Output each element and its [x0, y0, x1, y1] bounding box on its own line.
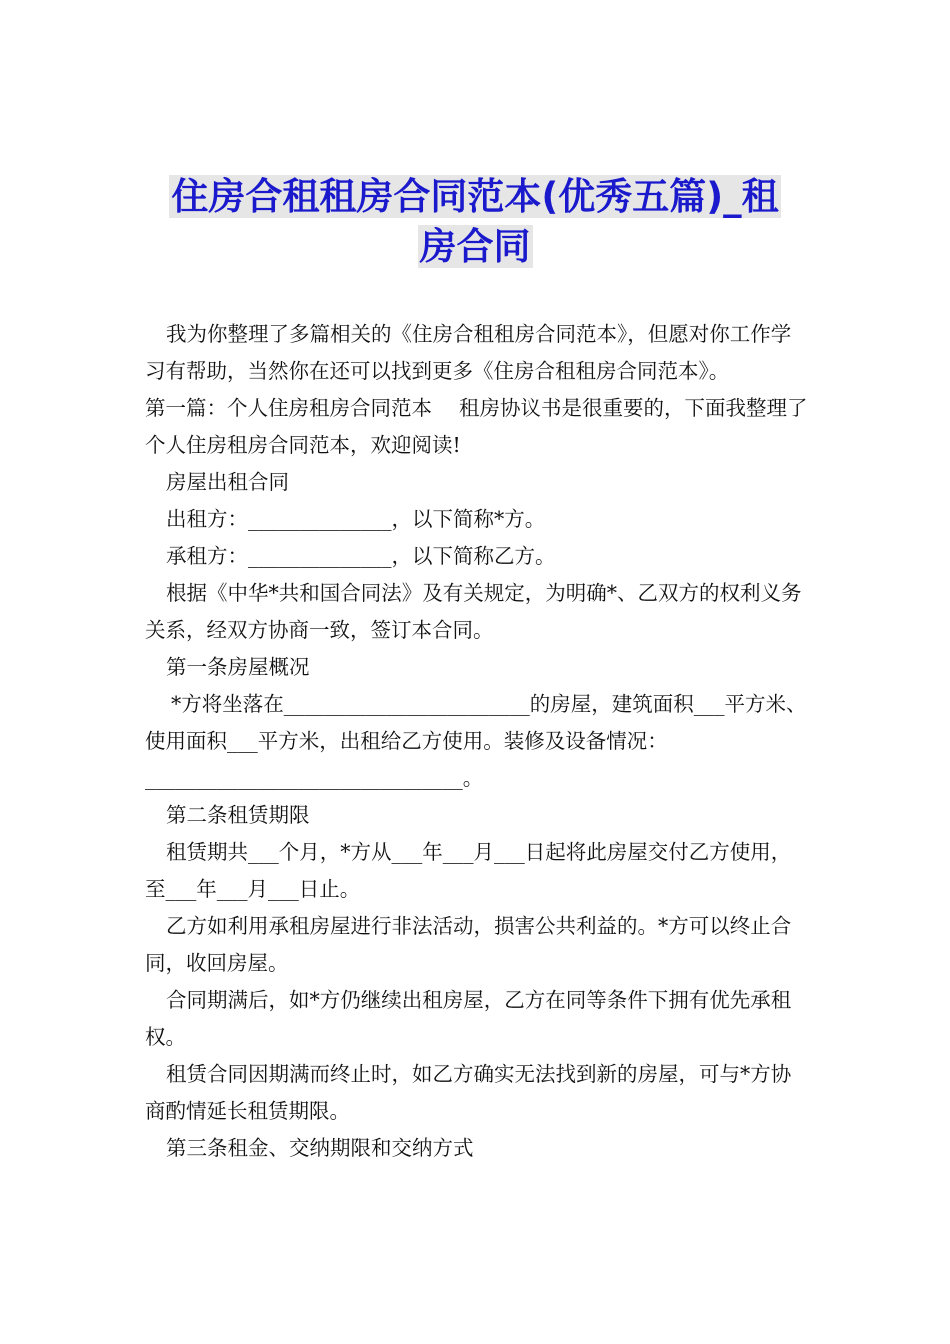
paragraph: 第二条租赁期限: [166, 803, 310, 827]
paragraph: 根据《中华*共和国合同法》及有关规定，为明确*、乙双方的权利义务关系，经双方协商一致，签订本合同。: [145, 581, 802, 642]
paragraph: 出租方：______________，以下简称*方。: [166, 507, 546, 531]
paragraph: 第一条房屋概况: [166, 655, 310, 679]
paragraph: 第一篇：个人住房租房合同范本 租房协议书是很重要的，下面我整理了个人住房租房合同范本，欢迎阅读!: [145, 396, 808, 457]
document-body: [145, 316, 810, 1167]
document-title: [150, 172, 800, 272]
paragraph: 合同期满后，如*方仍继续出租房屋，乙方在同等条件下拥有优先承租权。: [145, 988, 792, 1049]
title-line-1: 住房合租租房合同范本(优秀五篇)_租: [171, 175, 779, 218]
paragraph: 租赁期共___个月，*方从___年___月___日起将此房屋交付乙方使用，至___年___月___日止。: [145, 840, 792, 901]
paragraph: 租赁合同因期满而终止时，如乙方确实无法找到新的房屋，可与*方协商酌情延长租赁期限。: [145, 1062, 792, 1123]
paragraph: 第三条租金、交纳期限和交纳方式: [166, 1136, 474, 1160]
paragraph: 乙方如利用承租房屋进行非法活动，损害公共利益的。*方可以终止合同，收回房屋。: [145, 914, 792, 975]
title-line-2: 房合同: [419, 225, 531, 268]
paragraph: 我为你整理了多篇相关的《住房合租租房合同范本》，但愿对你工作学习有帮助，当然你在还可以找到更多《住房合租租房合同范本》。: [145, 322, 792, 383]
paragraph: 承租方：______________，以下简称乙方。: [166, 544, 556, 568]
paragraph: 房屋出租合同: [166, 470, 289, 494]
paragraph: *方将坐落在________________________的房屋，建筑面积___平方米、使用面积___平方米，出租给乙方使用。装修及设备情况：_______________________________。: [145, 692, 807, 790]
